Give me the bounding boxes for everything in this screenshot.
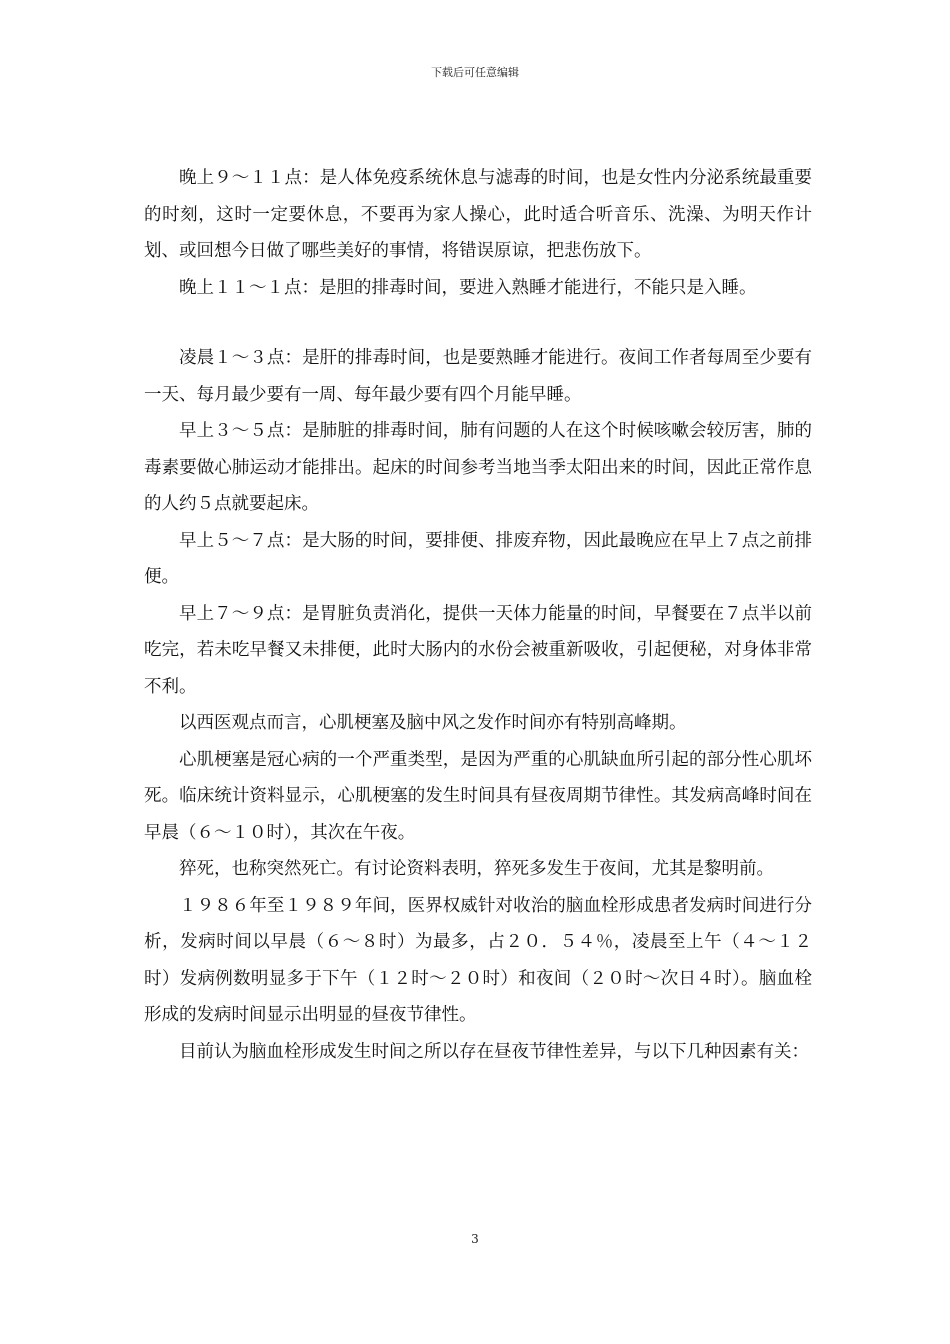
paragraph-morning-3-5: 早上３～５点：是肺脏的排毒时间，肺有问题的人在这个时候咳嗽会较厉害，肺的毒素要做心肺运动才能排出。起床的时间参考当地当季太阳出来的时间，因此正常作息的人约５点就要起床。 <box>144 421 812 514</box>
document-body <box>144 160 812 1070</box>
page-number: 3 <box>471 1232 479 1246</box>
page-header: 下载后可任意编辑 <box>431 66 519 79</box>
paragraph-dawn-1-3: 凌晨１～３点：是肝的排毒时间，也是要熟睡才能进行。夜间工作者每周至少要有一天、每月最少要有一周、每年最少要有四个月能早睡。 <box>144 348 812 405</box>
paragraph-cerebral-thrombosis-study: １９８６年至１９８９年间，医界权威针对收治的脑血栓形成患者发病时间进行分析，发病时间以早晨（６～８时）为最多，占２０．５４％，凌晨至上午（４～１２时）发病例数明显多于下午（１２时～２０时）和夜间（２０时～次日４时）。脑血栓形成的发病时间显示出明显的昼夜节律性。 <box>144 895 812 1025</box>
paragraph-western-view: 以西医观点而言，心肌梗塞及脑中风之发作时间亦有特别高峰期。 <box>179 713 687 733</box>
paragraph-sudden-death: 猝死，也称突然死亡。有讨论资料表明，猝死多发生于夜间，尤其是黎明前。 <box>179 859 774 879</box>
paragraph-factors: 目前认为脑血栓形成发生时间之所以存在昼夜节律性差异，与以下几种因素有关： <box>179 1041 809 1062</box>
paragraph-night-9-11: 晚上９～１１点：是人体免疫系统休息与滤毒的时间，也是女性内分泌系统最重要的时刻，这时一定要休息，不要再为家人操心，此时适合听音乐、洗澡、为明天作计划、或回想今日做了哪些美好的事情，将错误原谅，把悲伤放下。 <box>144 168 812 261</box>
paragraph-myocardial-infarction: 心肌梗塞是冠心病的一个严重类型，是因为严重的心肌缺血所引起的部分性心肌坏死。临床统计资料显示，心肌梗塞的发生时间具有昼夜周期节律性。其发病高峰时间在早晨（６～１０时），其次在午夜。 <box>144 749 812 843</box>
paragraph-morning-5-7: 早上５～７点：是大肠的时间，要排便、排废弃物，因此最晚应在早上７点之前排便。 <box>144 530 812 587</box>
paragraph-morning-7-9: 早上７～９点：是胃脏负责消化，提供一天体力能量的时间，早餐要在７点半以前吃完，若未吃早餐又未排便，此时大肠内的水份会被重新吸收，引起便秘，对身体非常不利。 <box>144 603 812 697</box>
paragraph-night-11-1: 晚上１１～１点：是胆的排毒时间，要进入熟睡才能进行，不能只是入睡。 <box>179 277 757 298</box>
